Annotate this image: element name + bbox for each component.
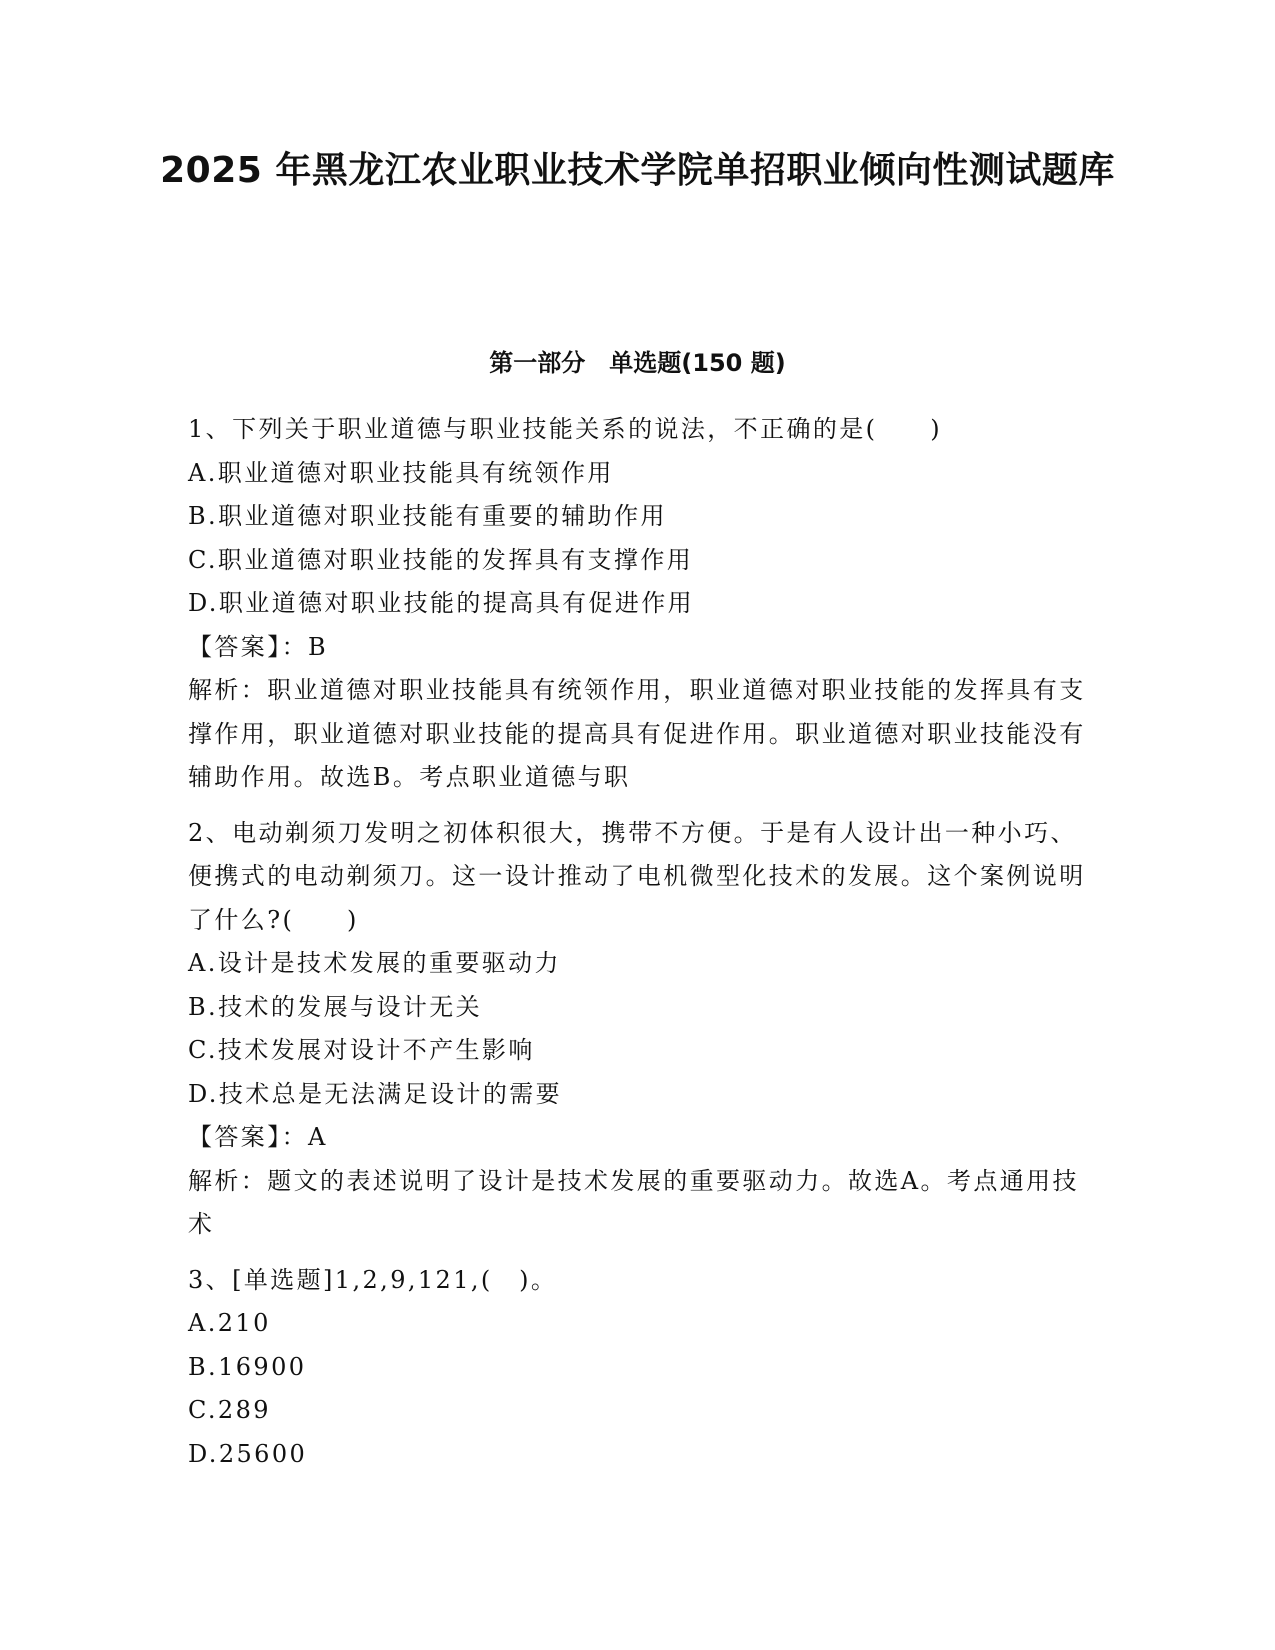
- option-a: A.210: [188, 1309, 271, 1337]
- analysis: 解析：职业道德对职业技能具有统领作用，职业道德对职业技能的发挥具有支撑作用，职业道德对职业技能的提高具有促进作用。职业道德对职业技能没有辅助作用。故选B。考点职业道德与职: [188, 676, 1086, 791]
- option-d: D.技术总是无法满足设计的需要: [188, 1079, 563, 1108]
- question-2: [188, 812, 1088, 1247]
- option-a: A.设计是技术发展的重要驱动力: [188, 949, 561, 977]
- question-3: [188, 1259, 1088, 1477]
- option-a: A.职业道德对职业技能具有统领作用: [188, 458, 614, 487]
- question-list: [188, 408, 1088, 1488]
- answer: 【答案】：A: [188, 1123, 328, 1151]
- question-stem: 1、下列关于职业道德与职业技能关系的说法，不正确的是( ): [188, 415, 942, 443]
- option-b: B.职业道德对职业技能有重要的辅助作用: [188, 502, 667, 530]
- option-d: D.25600: [188, 1439, 308, 1468]
- option-c: C.技术发展对设计不产生影响: [188, 1036, 535, 1064]
- document-title: 2025 年黑龙江农业职业技术学院单招职业倾向性测试题库: [160, 150, 1115, 191]
- question-stem: 2、电动剃须刀发明之初体积很大，携带不方便。于是有人设计出一种小巧、便携式的电动剃须刀。这一设计推动了电机微型化技术的发展。这个案例说明了什么?( ): [188, 818, 1086, 934]
- option-b: B.技术的发展与设计无关: [188, 992, 483, 1021]
- option-c: C.职业道德对职业技能的发挥具有支撑作用: [188, 545, 694, 574]
- section-title: 第一部分 单选题(150 题): [489, 349, 786, 377]
- option-c: C.289: [188, 1396, 271, 1424]
- question-1: [188, 408, 1088, 800]
- analysis: 解析：题文的表述说明了设计是技术发展的重要驱动力。故选A。考点通用技术: [188, 1166, 1079, 1238]
- option-d: D.职业道德对职业技能的提高具有促进作用: [188, 589, 695, 617]
- option-b: B.16900: [188, 1352, 307, 1381]
- answer: 【答案】：B: [188, 632, 329, 661]
- question-stem: 3、[单选题]1,2,9,121,( )。: [188, 1265, 558, 1294]
